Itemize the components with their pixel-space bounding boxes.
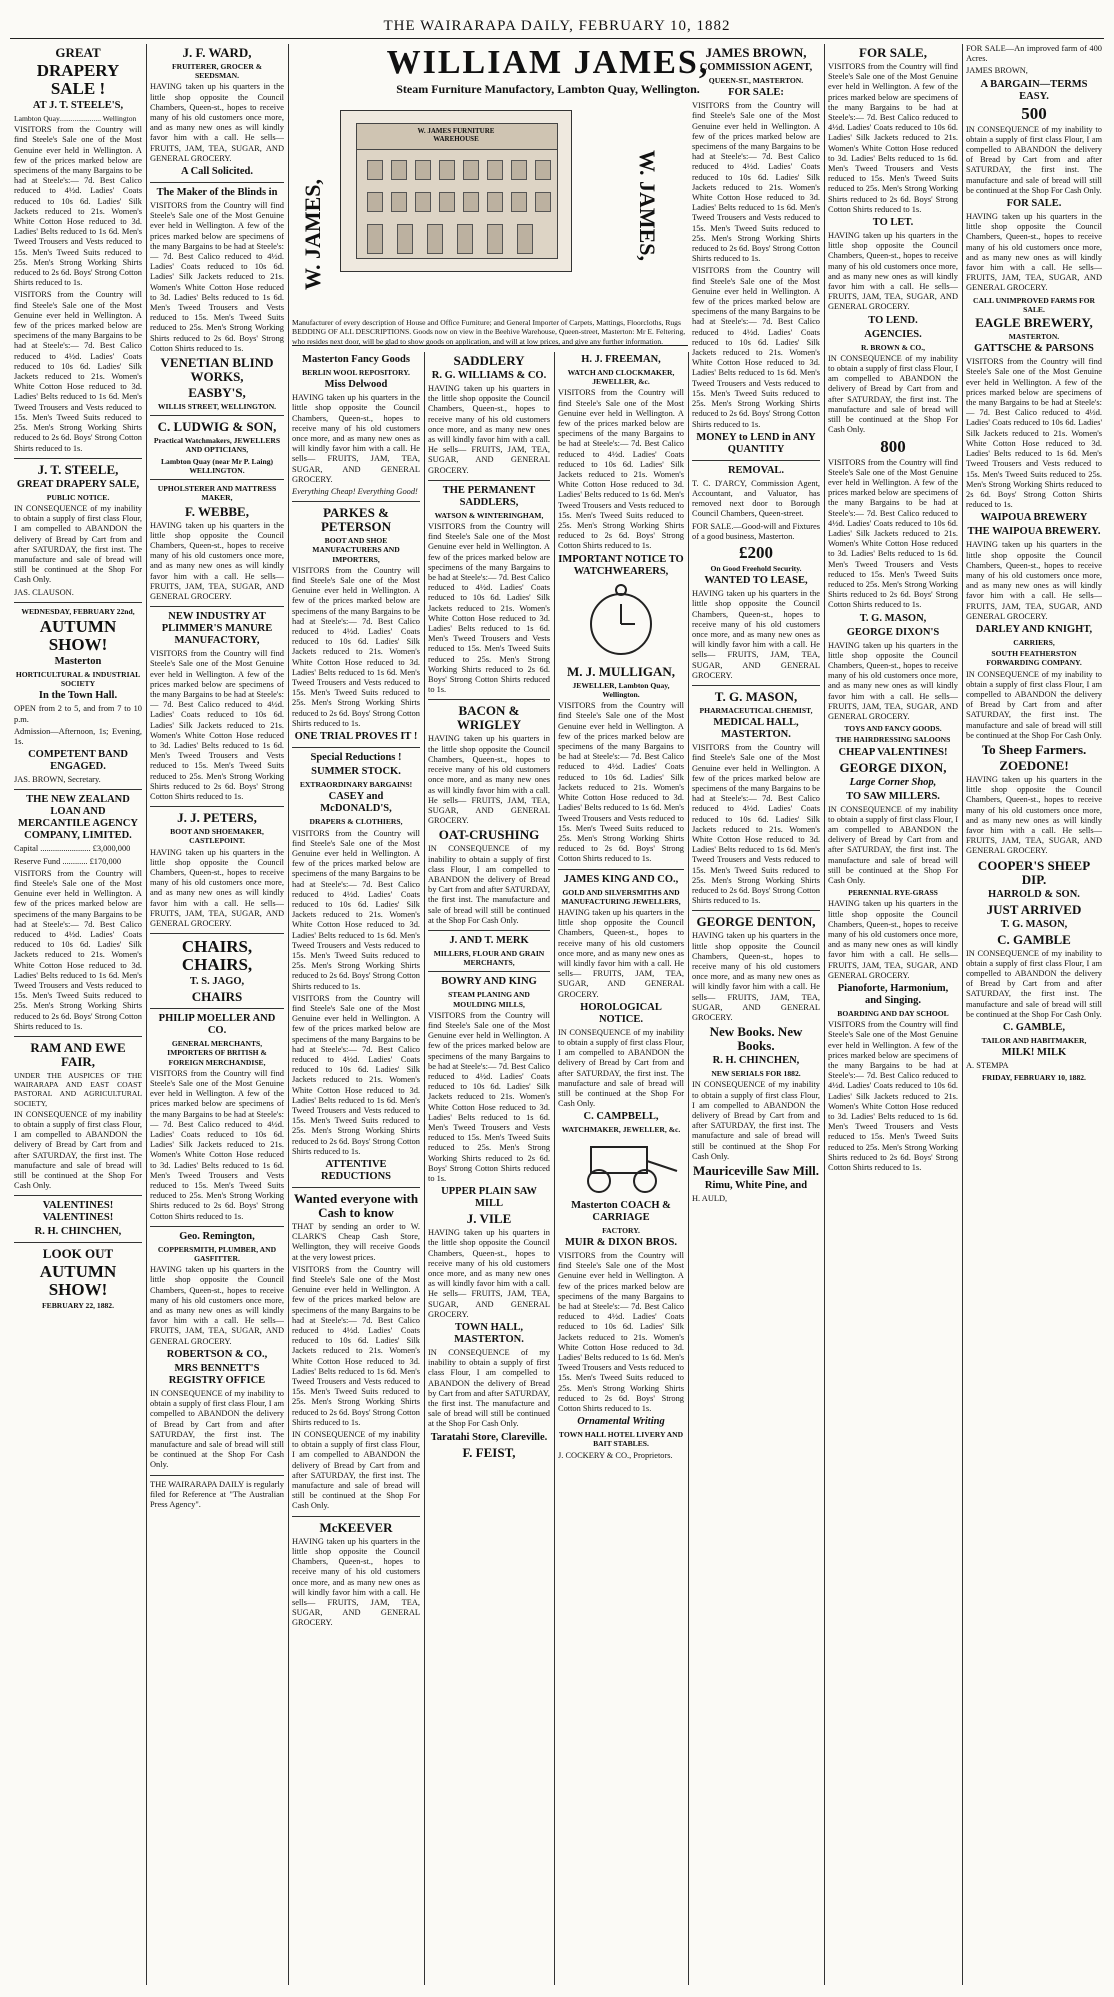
perennial-heading: PERENNIAL RYE-GRASS [848, 888, 938, 898]
delwood-heading: Miss Delwood [324, 379, 388, 391]
james-body: Manufacturer of every description of House and Office Furniture; and General Importer of Carpets, Mattings, Floorcloths, Rugs BEDDING OF ALL DESCRIPTIONS. Goods now on view in the Beehive Warehouse, Queen-street, Masterton: Mr E. Feltering, who resides next door, will be glad to show goods on application, and will at low prices, and give any further information. [292, 318, 686, 346]
ward-body: HAVING taken up his quarters in the little shop opposite the Council Chambers, Queen-st., hopes to receive many of his old customers once more, and as many new ones as will kindly favor him with a call. He sells— FRUITS, JAM, TEA, SUGAR, AND GENERAL GROCERY. [150, 82, 284, 163]
town-hall-heading: TOWN HALL, MASTERTON. [454, 1322, 524, 1346]
amount-200-sub: On Good Freehold Security. [710, 563, 802, 573]
cooper-heading: COOPER'S SHEEP DIP. [977, 857, 1091, 887]
bread-notice: IN CONSEQUENCE of my inability to obtain a supply of first class Flour, I am compelled to ABANDON the delivery of Bread by Cart from and after SATURDAY, the first inst. The manufacture and sale of bread will still be continued at the Shop For Cash Only. [14, 503, 142, 585]
rimu-heading: Rimu, White Pine, and [704, 1180, 808, 1192]
ram-fair-heading: RAM AND EWE FAIR, [30, 1040, 126, 1070]
amount-500: 500 [1021, 103, 1047, 123]
parkes-heading: PARKES & PETERSON [320, 505, 392, 535]
casey-body-2: VISITORS from the Country will find Steele's Sale one of the Most Genuine ever held in Wellington. A few of the prices marked below are specimens of the many Bargains to be had at Steele's:— 7d. Best Calico reduced to 4½d. Ladies' Coats reduced to 10s 6d. Ladies' Silk Jackets reduced to 21s. Women's White Cotton Hose reduced to 3d. Ladies' Belts reduced to 1s 6d. Men's Tweed Trousers and Vests reduced to 15s. Men's Tweed Suits reduced to 25s. Men's Strong Working Shirts reduced to 2s 6d. Boys' Strong Cotton Shirts reduced to 1s. [292, 993, 420, 1156]
denton-body: HAVING taken up his quarters in the little shop opposite the Council Chambers, Queen-st., hopes to receive many of his old customers once more, and as many new ones as will kindly favor him with a call. He sells— FRUITS, JAM, TEA, SUGAR, AND GENERAL GROCERY. [692, 931, 820, 1023]
steam-saw-heading: STEAM PLANING AND MOULDING MILLS, [448, 990, 530, 1009]
daily-notice: THE WAIRARAPA DAILY is regularly filed for Reference at "The Australian Press Agency". [150, 1479, 284, 1509]
drapery-heading: GREAT [55, 45, 101, 60]
drapery-sale-heading: DRAPERY SALE ! [36, 61, 120, 98]
ram-fair-body: IN CONSEQUENCE of my inability to obtain a supply of first class Flour, I am compelled to ABANDON the delivery of Bread by Cart from and after SATURDAY, the first inst. The manufacture and sale of bread will still be continued at the Shop For Cash Only. [14, 1109, 142, 1191]
toys-heading: TOYS AND FANCY GOODS. [844, 724, 942, 734]
peters-heading: J. J. PETERS, [177, 810, 257, 826]
column-8 [966, 44, 1102, 1985]
south-heading: SOUTH FEATHERSTON FORWARDING COMPANY. [986, 649, 1082, 668]
amount-800-body: VISITORS from the Country will find Steele's Sale one of the Most Genuine ever held in Wellington. A few of the prices marked below are specimens of the many Bargains to be had at Steele's:— 7d. Best Calico reduced to 4½d. Ladies' Coats reduced to 10s 6d. Ladies' Silk Jackets reduced to 21s. Women's White Cotton Hose reduced to 3d. Ladies' Belts reduced to 1s 6d. Men's Tweed Trousers and Vests reduced to 15s. Men's Tweed Suits reduced to 25s. Men's Strong Working Shirts reduced to 2s 6d. Boys' Strong Cotton Shirts reduced to 1s. [828, 457, 958, 610]
large-corner: Large Corner Shop, [849, 776, 937, 788]
column-1 [14, 44, 142, 1985]
serials-body: IN CONSEQUENCE of my inability to obtain a supply of first class Flour, I am compelled to ABANDON the delivery of Bread by Cart from and after SATURDAY, the first inst. The manufacture and sale of bread will still be continued at the Shop For Cash Only. [692, 1080, 820, 1161]
show-town-hall: In the Town Hall. [38, 690, 118, 702]
rbrown-heading: R. BROWN & CO., [860, 342, 926, 352]
amount-800: 800 [880, 436, 906, 456]
gamble-body: IN CONSEQUENCE of my inability to obtain a supply of first class Flour, I am compelled to ABANDON the delivery of Bread by Cart from and after SATURDAY, the first inst. The manufacture and sale of bread will still be continued at the Shop For Cash Only. [966, 948, 1102, 1019]
masthead-title: THE WAIRARAPA DAILY, FEBRUARY 10, 1882 [383, 18, 731, 34]
column-3 [292, 352, 420, 1985]
coach-factory: FACTORY. [602, 1225, 640, 1235]
footer-date: FRIDAY, FEBRUARY 10, 1882. [982, 1073, 1086, 1083]
dixon-large: GEORGE DIXON, [839, 759, 947, 775]
cheap-valentines: CHEAP VALENTINES! [838, 746, 948, 758]
gamble-heading: C. GAMBLE [997, 931, 1071, 947]
warehouse-sign: W. JAMES FURNITURE WAREHOUSE [417, 127, 495, 143]
arrived-heading: JUST ARRIVED [986, 901, 1082, 917]
james-name: WILLIAM JAMES, [386, 44, 710, 81]
campbell-sub: WATCHMAKER, JEWELLER, &c. [561, 1125, 681, 1135]
dixon-heading: GEORGE DIXON'S [846, 626, 940, 638]
moeller-heading: PHILIP MOELLER AND CO. [158, 1013, 276, 1037]
chairs-heading: CHAIRS, CHAIRS, [181, 937, 253, 975]
serials-heading: NEW SERIALS FOR 1882. [711, 1069, 801, 1079]
steele-sale: GREAT DRAPERY SALE, [16, 478, 140, 490]
casey-heading: CASEY and McDONALD'S, [320, 791, 392, 815]
saw-body: IN CONSEQUENCE of my inability to obtain a supply of first class Flour, I am compelled to ABANDON the delivery of Bread by Cart from and after SATURDAY, the first inst. The manufacture and sale of bread will still be continued at the Shop For Cash Only. [828, 804, 958, 885]
agencies-heading: AGENCIES. [864, 328, 922, 340]
w-james-left: W. JAMES, [300, 178, 325, 290]
clauson-sign: JAS. CLAUSON. [14, 587, 74, 597]
auld-sign: H. AULD, [692, 1194, 728, 1204]
coach-heading: Masterton COACH & CARRIAGE [571, 1199, 671, 1223]
oat-heading: OAT-CRUSHING [438, 827, 540, 843]
steele-body-repeat: VISITORS from the Country will find Steele's Sale one of the Most Genuine ever held in Wellington. A few of the prices marked below are specimens of the many Bargains to be had at Steele's:— 7d. Best Calico reduced to 4½d. Ladies' Coats reduced to 10s 6d. Ladies' Silk Jackets reduced to 21s. Women's White Cotton Hose reduced to 3d. Ladies' Belts reduced to 1s 6d. Men's Tweed Trousers and Vests reduced to 15s. Men's Tweed Suits reduced to 25s. Men's Strong Working Shirts reduced to 2s 6d. Boys' Strong Cotton Shirts reduced to 1s. [14, 290, 142, 453]
sheep-heading: To Sheep Farmers. [981, 741, 1087, 757]
chinchen-heading-2: R. H. CHINCHEN, [712, 1055, 800, 1067]
tolet-body: HAVING taken up his quarters in the little shop opposite the Council Chambers, Queen-st., hopes to receive many of his old customers once more, and as many new ones as will kindly favor him with a call. He sells— FRUITS, JAM, TEA, SUGAR, AND GENERAL GROCERY. [828, 231, 958, 312]
gattsche-body: VISITORS from the Country will find Steele's Sale one of the Most Genuine ever held in Wellington. A few of the prices marked below are specimens of the many Bargains to be had at Steele's:— 7d. Best Calico reduced to 4½d. Ladies' Coats reduced to 10s 6d. Ladies' Silk Jackets reduced to 21s. Women's White Cotton Hose reduced to 3d. Ladies' Belts reduced to 1s 6d. Men's Tweed Trousers and Vests reduced to 15s. Men's Tweed Suits reduced to 25s. Men's Strong Working Shirts reduced to 2s 6d. Boys' Strong Cotton Shirts reduced to 1s. [966, 357, 1102, 510]
bowry-body: VISITORS from the Country will find Steele's Sale one of the Most Genuine ever held in Wellington. A few of the prices marked below are specimens of the many Bargains to be had at Steele's:— 7d. Best Calico reduced to 4½d. Ladies' Coats reduced to 10s 6d. Ladies' Silk Jackets reduced to 21s. Women's White Cotton Hose reduced to 3d. Ladies' Belts reduced to 1s 6d. Men's Tweed Trousers and Vests reduced to 15s. Men's Tweed Suits reduced to 25s. Men's Strong Working Shirts reduced to 2s 6d. Boys' Strong Cotton Shirts reduced to 1s. [428, 1010, 550, 1183]
saw-heading: Mauriceville Saw Mill. [692, 1163, 819, 1179]
summer-heading: SUMMER STOCK. [311, 766, 401, 778]
webbe-sub: UPHOLSTERER AND MATTRESS MAKER, [157, 484, 277, 503]
column-divider [424, 352, 425, 1985]
brown-heading: JAMES BROWN, [705, 45, 807, 60]
waipoua-heading: WAIPOUA BREWERY [980, 512, 1088, 524]
removal-heading: REMOVAL. [727, 464, 785, 476]
oat-body: IN CONSEQUENCE of my inability to obtain a supply of first class Flour, I am compelled to ABANDON the delivery of Bread by Cart from and after SATURDAY, the first inst. The manufacture and sale of bread will still be continued at the Shop For Cash Only. [428, 844, 550, 925]
steele-heading: AT J. T. STEELE'S, [32, 100, 124, 111]
freeman-heading: H. J. FREEMAN, [581, 354, 661, 365]
muir-heading: MUIR & DIXON BROS. [564, 1236, 677, 1248]
permanent-heading: THE PERMANENT SADDLERS, [442, 484, 536, 508]
brown-body: VISITORS from the Country will find Steele's Sale one of the Most Genuine ever held in Wellington. A few of the prices marked below are specimens of the many Bargains to be had at Steele's:— 7d. Best Calico reduced to 4½d. Ladies' Coats reduced to 10s 6d. Ladies' Silk Jackets reduced to 21s. Women's White Cotton Hose reduced to 3d. Ladies' Belts reduced to 1s 6d. Men's Tweed Trousers and Vests reduced to 15s. Men's Tweed Suits reduced to 25s. Men's Strong Working Shirts reduced to 2s 6d. Boys' Strong Cotton Shirts reduced to 1s. [692, 101, 820, 264]
brewery-heading: THE WAIPOUA BREWERY. [967, 526, 1101, 538]
delwood-body: HAVING taken up his quarters in the little shop opposite the Council Chambers, Queen-st., hopes to receive many of his old customers once more, and as many new ones as will kindly favor him with a call. He sells— FRUITS, JAM, TEA, SUGAR, AND GENERAL GROCERY. [292, 393, 420, 484]
extra-heading: EXTRAORDINARY BARGAINS! [299, 780, 413, 790]
column-7 [828, 44, 958, 1985]
sale2-heading: FOR SALE. [1006, 198, 1062, 210]
blinds-heading: The Maker of the Blinds in [156, 187, 278, 199]
autumn-show-2: AUTUMN SHOW! [39, 1262, 117, 1300]
boarding-heading: BOARDING AND DAY SCHOOL [837, 1009, 949, 1019]
gattsche-heading: GATTSCHE & PARSONS [974, 343, 1094, 355]
upper-plain-heading: UPPER PLAIN SAW MILL [441, 1186, 537, 1210]
mulligan-sub: JEWELLER, Lambton Quay, Wellington. [572, 680, 670, 700]
bennett-heading: MRS BENNETT'S REGISTRY OFFICE [168, 1362, 266, 1386]
nz-loan-capital: Capital ........................ £3,000,000 [14, 844, 131, 854]
steele-body: VISITORS from the Country will find Steele's Sale one of the Most Genuine ever held in Wellington. A few of the prices marked below are specimens of the many Bargains to be had at Steele's:— 7d. Best Calico reduced to 4½d. Ladies' Coats reduced to 10s 6d. Ladies' Silk Jackets reduced to 21s. Women's White Cotton Hose reduced to 3d. Ladies' Belts reduced to 1s 6d. Men's Tweed Trousers and Vests reduced to 15s. Men's Tweed Suits reduced to 25s. Men's Strong Working Shirts reduced to 2s 6d. Boys' Strong Cotton Shirts reduced to 1s. [14, 125, 142, 288]
nz-loan-reserve: Reserve Fund ............ £170,000 [14, 856, 122, 866]
easby-heading: EASBY'S, [188, 385, 246, 401]
bargain-body: IN CONSEQUENCE of my inability to obtain a supply of first class Flour, I am compelled to ABANDON the delivery of Bread by Cart from and after SATURDAY, the first inst. The manufacture and sale of bread will still be continued at the Shop For Cash Only. [966, 124, 1102, 195]
bargain-heading: A BARGAIN—TERMS EASY. [980, 78, 1088, 102]
column-divider [962, 44, 963, 1985]
town-hall-body: IN CONSEQUENCE of my inability to obtain a supply of first class Flour, I am compelled to ABANDON the delivery of Bread by Cart from and after SATURDAY, the first inst. The manufacture and sale of bread will still be continued at the Shop For Cash Only. [428, 1348, 550, 1429]
king-body: HAVING taken up his quarters in the little shop opposite the Council Chambers, Queen-st., hopes to receive many of his old customers once more, and as many new ones as will kindly favor him with a call. He sells— FRUITS, JAM, TEA, SUGAR, AND GENERAL GROCERY. [558, 907, 684, 999]
jago-heading: T. S. JAGO, [189, 976, 245, 988]
sale2-body: HAVING taken up his quarters in the little shop opposite the Council Chambers, Queen-st., hopes to receive many of his old customers once more, and as many new ones as will kindly favor him with a call. He sells— FRUITS, JAM, TEA, SUGAR, AND GENERAL GROCERY. [966, 212, 1102, 293]
webbe-body: HAVING taken up his quarters in the little shop opposite the Council Chambers, Queen-st., hopes to receive many of his old customers once more, and as many new ones as will kindly favor him with a call. He sells— FRUITS, JAM, TEA, SUGAR, AND GENERAL GROCERY. [150, 520, 284, 601]
wanted-heading: Wanted everyone with Cash to know [293, 1191, 419, 1220]
bacon-body: HAVING taken up his quarters in the little shop opposite the Council Chambers, Queen-st., hopes to receive many of his old customers once more, and as many new ones as will kindly favor him with a call. He sells— FRUITS, JAM, TEA, SUGAR, AND GENERAL GROCERY. [428, 734, 550, 826]
farm-sale: FOR SALE—An improved farm of 400 Acres. [966, 44, 1102, 64]
williams-body: HAVING taken up his quarters in the little shop opposite the Council Chambers, Queen-st., hopes to receive many of his old customers once more, and as many new ones as will kindly favor him with a call. He sells— FRUITS, JAM, TEA, SUGAR, AND GENERAL GROCERY. [428, 384, 550, 475]
cockery-line: J. COCKERY & CO., Proprietors. [558, 1450, 673, 1460]
column-divider [824, 44, 825, 1985]
williams-heading: R. G. WILLIAMS & CO. [431, 370, 547, 381]
agencies-body: IN CONSEQUENCE of my inability to obtain a supply of first class Flour, I am compelled to ABANDON the delivery of Bread by Cart from and after SATURDAY, the first inst. The manufacture and sale of bread will still be continued at the Shop For Cash Only. [828, 353, 958, 435]
king-sub: GOLD AND SILVERSMITHS AND MANUFACTURING JEWELLERS, [561, 887, 681, 906]
easby-address: WILLIS STREET, WELLINGTON. [157, 402, 277, 412]
muir-body: VISITORS from the Country will find Steele's Sale one of the Most Genuine ever held in Wellington. A few of the prices marked below are specimens of the many Bargains to be had at Steele's:— 7d. Best Calico reduced to 4½d. Ladies' Coats reduced to 10s 6d. Ladies' Silk Jackets reduced to 21s. Women's White Cotton Hose reduced to 3d. Ladies' Belts reduced to 1s 6d. Men's Tweed Trousers and Vests reduced to 15s. Men's Tweed Suits reduced to 25s. Men's Strong Working Shirts reduced to 2s 6d. Boys' Strong Cotton Shirts reduced to 1s. [558, 1250, 684, 1414]
pocket-watch-illustration [558, 580, 684, 660]
bennett-body: IN CONSEQUENCE of my inability to obtain a supply of first class Flour, I am compelled to ABANDON the delivery of Bread by Cart from and after SATURDAY, the first inst. The manufacture and sale of bread will still be continued at the Shop For Cash Only. [150, 1388, 284, 1470]
perennial-body: HAVING taken up his quarters in the little shop opposite the Council Chambers, Queen-st., hopes to receive many of his old customers once more, and as many new ones as will kindly favor him with a call. He sells— FRUITS, JAM, TEA, SUGAR, AND GENERAL GROCERY. [828, 899, 958, 980]
remington-heading: Geo. Remington, [179, 1230, 255, 1242]
money-heading: MONEY to LEND in ANY QUANTITY [696, 431, 816, 455]
mckeever-heading: McKEEVER [319, 1519, 393, 1535]
fancy-heading: Masterton Fancy Goods [302, 354, 410, 365]
sale2-body: FOR SALE.—Good-will and Fixtures of a good business, Masterton. [692, 521, 820, 541]
sale-body: VISITORS from the Country will find Steele's Sale one of the Most Genuine ever held in Wellington. A few of the prices marked below are specimens of the many Bargains to be had at Steele's:— 7d. Best Calico reduced to 4½d. Ladies' Coats reduced to 10s 6d. Ladies' Silk Jackets reduced to 21s. Women's White Cotton Hose reduced to 3d. Ladies' Belts reduced to 1s 6d. Men's Tweed Trousers and Vests reduced to 15s. Men's Tweed Suits reduced to 25s. Men's Strong Working Shirts reduced to 2s 6d. Boys' Strong Cotton Shirts reduced to 1s. [828, 62, 958, 214]
denton-heading: GEORGE DENTON, [696, 914, 816, 930]
remington-body: HAVING taken up his quarters in the little shop opposite the Council Chambers, Queen-st., hopes to receive many of his old customers once more, and as many new ones as will kindly favor him with a call. He sells— FRUITS, JAM, TEA, SUGAR, AND GENERAL GROCERY. [150, 1265, 284, 1346]
peters-body: HAVING taken up his quarters in the little shop opposite the Council Chambers, Queen-st., hopes to receive many of his old customers once more, and as many new ones as will kindly favor him with a call. He sells— FRUITS, JAM, TEA, SUGAR, AND GENERAL GROCERY. [150, 847, 284, 928]
wanted-body: THAT by sending an order to W. CLARK'S Cheap Cash Store, Wellington, they will receive Goods at the very lowest prices. [292, 1222, 420, 1262]
james-sub: Steam Furniture Manufactory, Lambton Quay, Wellington. [396, 82, 700, 96]
public-notice: PUBLIC NOTICE. [46, 492, 110, 502]
bacon-heading: BACON & WRIGLEY [456, 703, 522, 733]
moeller-sub: GENERAL MERCHANTS, IMPORTERS OF BRITISH & FOREIGN MERCHANDISE, [167, 1039, 267, 1067]
brown-place: QUEEN-ST., MASTERTON. [708, 76, 804, 85]
campbell-heading: C. CAMPBELL, [583, 1111, 659, 1123]
autumn-show: AUTUMN SHOW! [39, 616, 117, 654]
brown-sub: COMMISSION AGENT, [699, 62, 813, 73]
darcy-body: T. C. D'ARCY, Commission Agent, Accountant, and Valuator, has removed next door to Borough Council Chambers, Queen-street. [692, 478, 820, 519]
medical-heading: MEDICAL HALL, MASTERTON. [713, 717, 799, 741]
attentive-heading: ATTENTIVE REDUCTIONS [320, 1159, 391, 1182]
ludwig-sub: Practical Watchmakers, JEWELLERS AND OPTICIANS, [153, 436, 281, 455]
watson-body: VISITORS from the Country will find Steele's Sale one of the Most Genuine ever held in Wellington. A few of the prices marked below are specimens of the many Bargains to be had at Steele's:— 7d. Best Calico reduced to 4½d. Ladies' Coats reduced to 10s 6d. Ladies' Silk Jackets reduced to 21s. Women's White Cotton Hose reduced to 3d. Ladies' Belts reduced to 1s 6d. Men's Tweed Trousers and Vests reduced to 15s. Men's Tweed Suits reduced to 25s. Men's Strong Working Shirts reduced to 2s 6d. Boys' Strong Cotton Shirts reduced to 1s. [428, 522, 550, 695]
webbe-heading: F. WEBBE, [185, 503, 249, 519]
brewery-body: HAVING taken up his quarters in the little shop opposite the Council Chambers, Queen-st., hopes to receive many of his old customers once more, and as many new ones as will kindly favor him with a call. He sells— FRUITS, JAM, TEA, SUGAR, AND GENERAL GROCERY. [966, 540, 1102, 621]
blinds-body: VISITORS from the Country will find Steele's Sale one of the Most Genuine ever held in Wellington. A few of the prices marked below are specimens of the many Bargains to be had at Steele's:— 7d. Best Calico reduced to 4½d. Ladies' Coats reduced to 10s 6d. Ladies' Silk Jackets reduced to 21s. Women's White Cotton Hose reduced to 3d. Ladies' Belts reduced to 1s 6d. Men's Tweed Trousers and Vests reduced to 15s. Men's Tweed Suits reduced to 25s. Men's Strong Working Shirts reduced to 2s 6d. Boys' Strong Cotton Shirts reduced to 1s. [150, 201, 284, 353]
important-heading: IMPORTANT NOTICE TO WATCHWEARERS, [558, 553, 684, 577]
vile-body: HAVING taken up his quarters in the little shop opposite the Council Chambers, Queen-st., hopes to receive many of his old customers once more, and as many new ones as will kindly favor him with a call. He sells— FRUITS, JAM, TEA, SUGAR, AND GENERAL GROCERY. [428, 1228, 550, 1319]
trial-line: ONE TRIAL PROVES IT ! [294, 731, 418, 743]
boarding-body: VISITORS from the Country will find Steele's Sale one of the Most Genuine ever held in Wellington. A few of the prices marked below are specimens of the many Bargains to be had at Steele's:— 7d. Best Calico reduced to 4½d. Ladies' Coats reduced to 10s 6d. Ladies' Silk Jackets reduced to 21s. Women's White Cotton Hose reduced to 3d. Ladies' Belts reduced to 1s 6d. Men's Tweed Trousers and Vests reduced to 15s. Men's Tweed Suits reduced to 25s. Men's Strong Working Shirts reduced to 2s 6d. Boys' Strong Cotton Shirts reduced to 1s. [828, 1020, 958, 1173]
show-date: WEDNESDAY, FEBRUARY 22nd, [21, 606, 135, 616]
harmonium-heading: Pianoforte, Harmonium, and Singing. [837, 983, 949, 1007]
milk-heading: MILK! MILK [1001, 1047, 1067, 1059]
show-date-2: FEBRUARY 22, 1882. [41, 1301, 114, 1311]
ludwig-address: Lambton Quay (near Mr P. Laing) WELLINGTON. [160, 456, 274, 475]
column-divider [554, 352, 555, 1985]
show-admission: Admission—Afternoon, 1s; Evening, 1s. [14, 726, 142, 746]
livery-heading: TOWN HALL HOTEL LIVERY AND BAIT STABLES. [558, 1430, 684, 1449]
books-heading: New Books. New Books. [709, 1024, 803, 1054]
horological-heading: HOROLOGICAL NOTICE. [580, 1001, 662, 1025]
column-4 [428, 352, 550, 1985]
king-heading: JAMES KING AND CO., [563, 873, 679, 885]
darley-heading: DARLEY AND KNIGHT, [975, 623, 1093, 635]
mulligan-body: VISITORS from the Country will find Steele's Sale one of the Most Genuine ever held in Wellington. A few of the prices marked below are specimens of the many Bargains to be had at Steele's:— 7d. Best Calico reduced to 4½d. Ladies' Coats reduced to 10s 6d. Ladies' Silk Jackets reduced to 21s. Women's White Cotton Hose reduced to 3d. Ladies' Belts reduced to 1s 6d. Men's Tweed Trousers and Vests reduced to 15s. Men's Tweed Suits reduced to 25s. Men's Strong Working Shirts reduced to 2s 6d. Boys' Strong Cotton Shirts reduced to 1s. [558, 701, 684, 864]
warehouse-illustration [340, 110, 572, 272]
ward-sub: FRUITERER, GROCER & SEEDSMAN. [171, 62, 263, 81]
horological-body: IN CONSEQUENCE of my inability to obtain a supply of first class Flour, I am compelled to ABANDON the delivery of Bread by Cart from and after SATURDAY, the first inst. The manufacture and sale of bread will still be continued at the Shop For Cash Only. [558, 1027, 684, 1109]
watson-heading: WATSON & WINTERINGHAM, [434, 510, 544, 520]
lease-body: HAVING taken up his quarters in the little shop opposite the Council Chambers, Queen-st., hopes to receive many of his old customers once more, and as many new ones as will kindly favor him with a call. He sells— FRUITS, JAM, TEA, SUGAR, AND GENERAL GROCERY. [692, 589, 820, 680]
steele-place: Lambton Quay...................... Wellington [14, 114, 137, 123]
eagle-place: MASTERTON. [1008, 332, 1060, 342]
harrold-heading: HARROLD & SON. [988, 888, 1080, 900]
mason-sub: PHARMACEUTICAL CHEMIST, [699, 705, 813, 715]
steele-name: J. T. STEELE, [37, 461, 119, 477]
gamble-heading-2: C. GAMBLE, [1002, 1022, 1066, 1034]
mason-heading-3: T. G. MASON, [1000, 918, 1068, 930]
brown-sale: FOR SALE: [728, 87, 784, 99]
unimproved-heading: CALL UNIMPROVED FARMS FOR SALE. [973, 295, 1095, 314]
merk-sub: MILLERS, FLOUR AND GRAIN MERCHANTS, [433, 948, 545, 968]
moeller-body: VISITORS from the Country will find Steele's Sale one of the Most Genuine ever held in Wellington. A few of the prices marked below are specimens of the many Bargains to be had at Steele's:— 7d. Best Calico reduced to 4½d. Ladies' Coats reduced to 10s 6d. Ladies' Silk Jackets reduced to 21s. Women's White Cotton Hose reduced to 3d. Ladies' Belts reduced to 1s 6d. Men's Tweed Trousers and Vests reduced to 15s. Men's Tweed Suits reduced to 25s. Men's Strong Working Shirts reduced to 2s 6d. Boys' Strong Cotton Shirts reduced to 1s. [150, 1068, 284, 1221]
masthead-rule [10, 38, 1104, 39]
wanted-body-2: VISITORS from the Country will find Steele's Sale one of the Most Genuine ever held in Wellington. A few of the prices marked below are specimens of the many Bargains to be had at Steele's:— 7d. Best Calico reduced to 4½d. Ladies' Coats reduced to 10s 6d. Ladies' Silk Jackets reduced to 21s. Women's White Cotton Hose reduced to 3d. Ladies' Belts reduced to 1s 6d. Men's Tweed Trousers and Vests reduced to 15s. Men's Tweed Suits reduced to 25s. Men's Strong Working Shirts reduced to 2s 6d. Boys' Strong Cotton Shirts reduced to 1s. [292, 1264, 420, 1427]
vile-heading: J. VILE [466, 1211, 512, 1227]
mason-heading: T. G. MASON, [714, 688, 798, 704]
freeman-body: VISITORS from the Country will find Steele's Sale one of the Most Genuine ever held in Wellington. A few of the prices marked below are specimens of the many Bargains to be had at Steele's:— 7d. Best Calico reduced to 4½d. Ladies' Coats reduced to 10s 6d. Ladies' Silk Jackets reduced to 21s. Women's White Cotton Hose reduced to 3d. Ladies' Belts reduced to 1s 6d. Men's Tweed Trousers and Vests reduced to 15s. Men's Tweed Suits reduced to 25s. Men's Strong Working Shirts reduced to 2s 6d. Boys' Strong Cotton Shirts reduced to 1s. [558, 388, 684, 551]
amount-200: £200 [739, 542, 773, 562]
jago-chairs: CHAIRS [191, 989, 243, 1005]
wanted-body-3: IN CONSEQUENCE of my inability to obtain a supply of first class Flour, I am compelled to ABANDON the delivery of Bread by Cart from and after SATURDAY, the first inst. The manufacture and sale of bread will still be continued at the Shop For Cash Only. [292, 1430, 420, 1511]
taratahi-heading: Taratahi Store, Clareville. [430, 1431, 548, 1443]
lookout-heading: LOOK OUT [42, 1246, 114, 1262]
hair-heading: THE HAIRDRESSING SALOONS [835, 735, 951, 745]
column-divider [288, 44, 289, 1985]
mason-body: VISITORS from the Country will find Steele's Sale one of the Most Genuine ever held in Wellington. A few of the prices marked below are specimens of the many Bargains to be had at Steele's:— 7d. Best Calico reduced to 4½d. Ladies' Coats reduced to 10s 6d. Ladies' Silk Jackets reduced to 21s. Women's White Cotton Hose reduced to 3d. Ladies' Belts reduced to 1s 6d. Men's Tweed Trousers and Vests reduced to 15s. Men's Tweed Suits reduced to 25s. Men's Strong Working Shirts reduced to 2s 6d. Boys' Strong Cotton Shirts reduced to 1s. [692, 743, 820, 906]
casey-body: VISITORS from the Country will find Steele's Sale one of the Most Genuine ever held in Wellington. A few of the prices marked below are specimens of the many Bargains to be had at Steele's:— 7d. Best Calico reduced to 4½d. Ladies' Coats reduced to 10s 6d. Ladies' Silk Jackets reduced to 21s. Women's White Cotton Hose reduced to 3d. Ladies' Belts reduced to 1s 6d. Men's Tweed Trousers and Vests reduced to 15s. Men's Tweed Suits reduced to 25s. Men's Strong Working Shirts reduced to 2s 6d. Boys' Strong Cotton Shirts reduced to 1s. [292, 828, 420, 991]
robertson-heading: ROBERTSON & CO., [166, 1348, 268, 1360]
zoedone-body: HAVING taken up his quarters in the little shop opposite the Council Chambers, Queen-st., hopes to receive many of his old customers once more, and as many new ones as will kindly favor him with a call. He sells— FRUITS, JAM, TEA, SUGAR, AND GENERAL GROCERY. [966, 774, 1102, 856]
casey-sub: DRAPERS & CLOTHIERS, [309, 817, 403, 827]
freeman-sub: WATCH AND CLOCKMAKER, JEWELLER, &c. [567, 368, 675, 387]
special-heading: Special Reductions ! [310, 752, 402, 764]
lend-heading: TO LEND. [868, 314, 918, 326]
wanted-lease: WANTED TO LEASE, [704, 575, 808, 587]
w-james-right: W. JAMES, [635, 150, 660, 262]
show-secretary: JAS. BROWN, Secretary. [14, 775, 101, 785]
show-society: HORTICULTURAL & INDUSTRIAL SOCIETY [15, 669, 141, 689]
gamble-sub: TAILOR AND HABITMAKER, [981, 1036, 1087, 1046]
chinchen-heading: R. H. CHINCHEN, [34, 1226, 122, 1238]
ward-heading: J. F. WARD, [182, 45, 252, 60]
show-masterton: Masterton [54, 655, 102, 667]
warehouse-building [356, 149, 558, 259]
column-5 [558, 352, 684, 1985]
column-divider [688, 352, 689, 1985]
mckeever-body: HAVING taken up his quarters in the little shop opposite the Council Chambers, Queen-st., hopes to receive many of his old customers once more, and as many new ones as will kindly favor him with a call. He sells— FRUITS, JAM, TEA, SUGAR, AND GENERAL GROCERY. [292, 1536, 420, 1628]
berlin-heading: BERLIN WOOL REPOSITORY. [302, 368, 410, 377]
brown-body-2: VISITORS from the Country will find Steele's Sale one of the Most Genuine ever held in Wellington. A few of the prices marked below are specimens of the many Bargains to be had at Steele's:— 7d. Best Calico reduced to 4½d. Ladies' Coats reduced to 10s 6d. Ladies' Silk Jackets reduced to 21s. Women's White Cotton Hose reduced to 3d. Ladies' Belts reduced to 1s 6d. Men's Tweed Trousers and Vests reduced to 15s. Men's Tweed Suits reduced to 25s. Men's Strong Working Shirts reduced to 2s 6d. Boys' Strong Cotton Shirts reduced to 1s. [692, 266, 820, 429]
venetian-heading: VENETIAN BLIND WORKS, [160, 355, 274, 385]
parkes-sub: BOOT AND SHOE MANUFACTURERS AND IMPORTERS, [312, 536, 400, 564]
carriers-heading: CARRIERS, [1013, 637, 1055, 647]
brown-sign: JAMES BROWN, [966, 66, 1028, 76]
stempa-sign: A. STEMPA [966, 1061, 1009, 1071]
ram-fair-sub: UNDER THE AUSPICES OF THE WAIRARAPA AND EAST COAST PASTORAL AND AGRICULTURAL SOCIETY, [14, 1071, 142, 1108]
mulligan-heading: M. J. MULLIGAN, [567, 663, 675, 679]
remington-sub: COPPERSMITH, PLUMBER, AND GASFITTER. [157, 1244, 277, 1264]
column-2 [150, 44, 284, 1985]
valentines-heading: VALENTINES! VALENTINES! [42, 1200, 114, 1224]
ward-call: A Call Solicited. [180, 166, 254, 178]
column-6 [692, 44, 820, 1985]
sale-heading: FOR SALE, [859, 45, 927, 60]
peters-sub: BOOT AND SHOEMAKER, CASTLEPOINT. [170, 827, 264, 846]
nz-loan-heading: THE NEW ZEALAND LOAN AND MERCANTILE AGENCY COMPANY, LIMITED. [18, 794, 138, 842]
eagle-heading: EAGLE BREWERY, [975, 315, 1093, 331]
mason-heading-2: T. G. MASON, [859, 612, 927, 624]
ludwig-heading: C. LUDWIG & SON, [157, 419, 277, 435]
saw-millers: TO SAW MILLERS. [846, 790, 940, 802]
banner-rule [292, 345, 688, 346]
feist-heading: F. FEIST, [462, 1444, 516, 1460]
filler-text: VISITORS from the Country will find Steele's Sale one of the Most Genuine ever held in Wellington. A few of the prices marked below are specimens of the many Bargains to be had at Steele's:— 7d. Best Calico reduced to 4½d. Ladies' Coats reduced to 10s 6d. Ladies' Silk Jackets reduced to 21s. Women's White Cotton Hose reduced to 3d. Ladies' Belts reduced to 1s 6d. Men's Tweed Trousers and Vests reduced to 15s. Men's Tweed Suits reduced to 25s. Men's Strong Working Shirts reduced to 2s 6d. Boys' Strong Cotton Shirts reduced to 1s. [14, 868, 142, 1031]
show-open: OPEN from 2 to 5, and from 7 to 10 p.m. [14, 704, 142, 724]
merk-heading: J. AND T. MERK [449, 934, 529, 946]
saddlery-heading: SADDLERY [453, 353, 525, 368]
carriage-illustration [558, 1137, 684, 1195]
ornamental-heading: Ornamental Writing [577, 1416, 665, 1428]
zoedone-heading: ZOEDONE! [999, 757, 1069, 773]
everything-line: Everything Cheap! Everything Good! [292, 487, 418, 497]
tolet-heading: TO LET. [872, 217, 914, 229]
parkes-body: VISITORS from the Country will find Steele's Sale one of the Most Genuine ever held in Wellington. A few of the prices marked below are specimens of the many Bargains to be had at Steele's:— 7d. Best Calico reduced to 4½d. Ladies' Coats reduced to 10s 6d. Ladies' Silk Jackets reduced to 21s. Women's White Cotton Hose reduced to 3d. Ladies' Belts reduced to 1s 6d. Men's Tweed Trousers and Vests reduced to 15s. Men's Tweed Suits reduced to 25s. Men's Strong Working Shirts reduced to 2s 6d. Boys' Strong Cotton Shirts reduced to 1s. [292, 565, 420, 728]
new-industry-heading: NEW INDUSTRY AT PLIMMER'S MANURE MANUFACTORY, [161, 611, 273, 647]
bowry-heading: BOWRY AND KING [441, 976, 537, 988]
column-divider [146, 44, 147, 1985]
south-body: IN CONSEQUENCE of my inability to obtain a supply of first class Flour, I am compelled to ABANDON the delivery of Bread by Cart from and after SATURDAY, the first inst. The manufacture and sale of bread will still be continued at the Shop For Cash Only. [966, 669, 1102, 740]
new-industry-body: VISITORS from the Country will find Steele's Sale one of the Most Genuine ever held in Wellington. A few of the prices marked below are specimens of the many Bargains to be had at Steele's:— 7d. Best Calico reduced to 4½d. Ladies' Coats reduced to 10s 6d. Ladies' Silk Jackets reduced to 21s. Women's White Cotton Hose reduced to 3d. Ladies' Belts reduced to 1s 6d. Men's Tweed Trousers and Vests reduced to 15s. Men's Tweed Suits reduced to 25s. Men's Strong Working Shirts reduced to 2s 6d. Boys' Strong Cotton Shirts reduced to 1s. [150, 649, 284, 801]
dixon-body: HAVING taken up his quarters in the little shop opposite the Council Chambers, Queen-st., hopes to receive many of his old customers once more, and as many new ones as will kindly favor him with a call. He sells— FRUITS, JAM, TEA, SUGAR, AND GENERAL GROCERY. [828, 640, 958, 721]
show-band: COMPETENT BAND ENGAGED. [28, 749, 128, 773]
